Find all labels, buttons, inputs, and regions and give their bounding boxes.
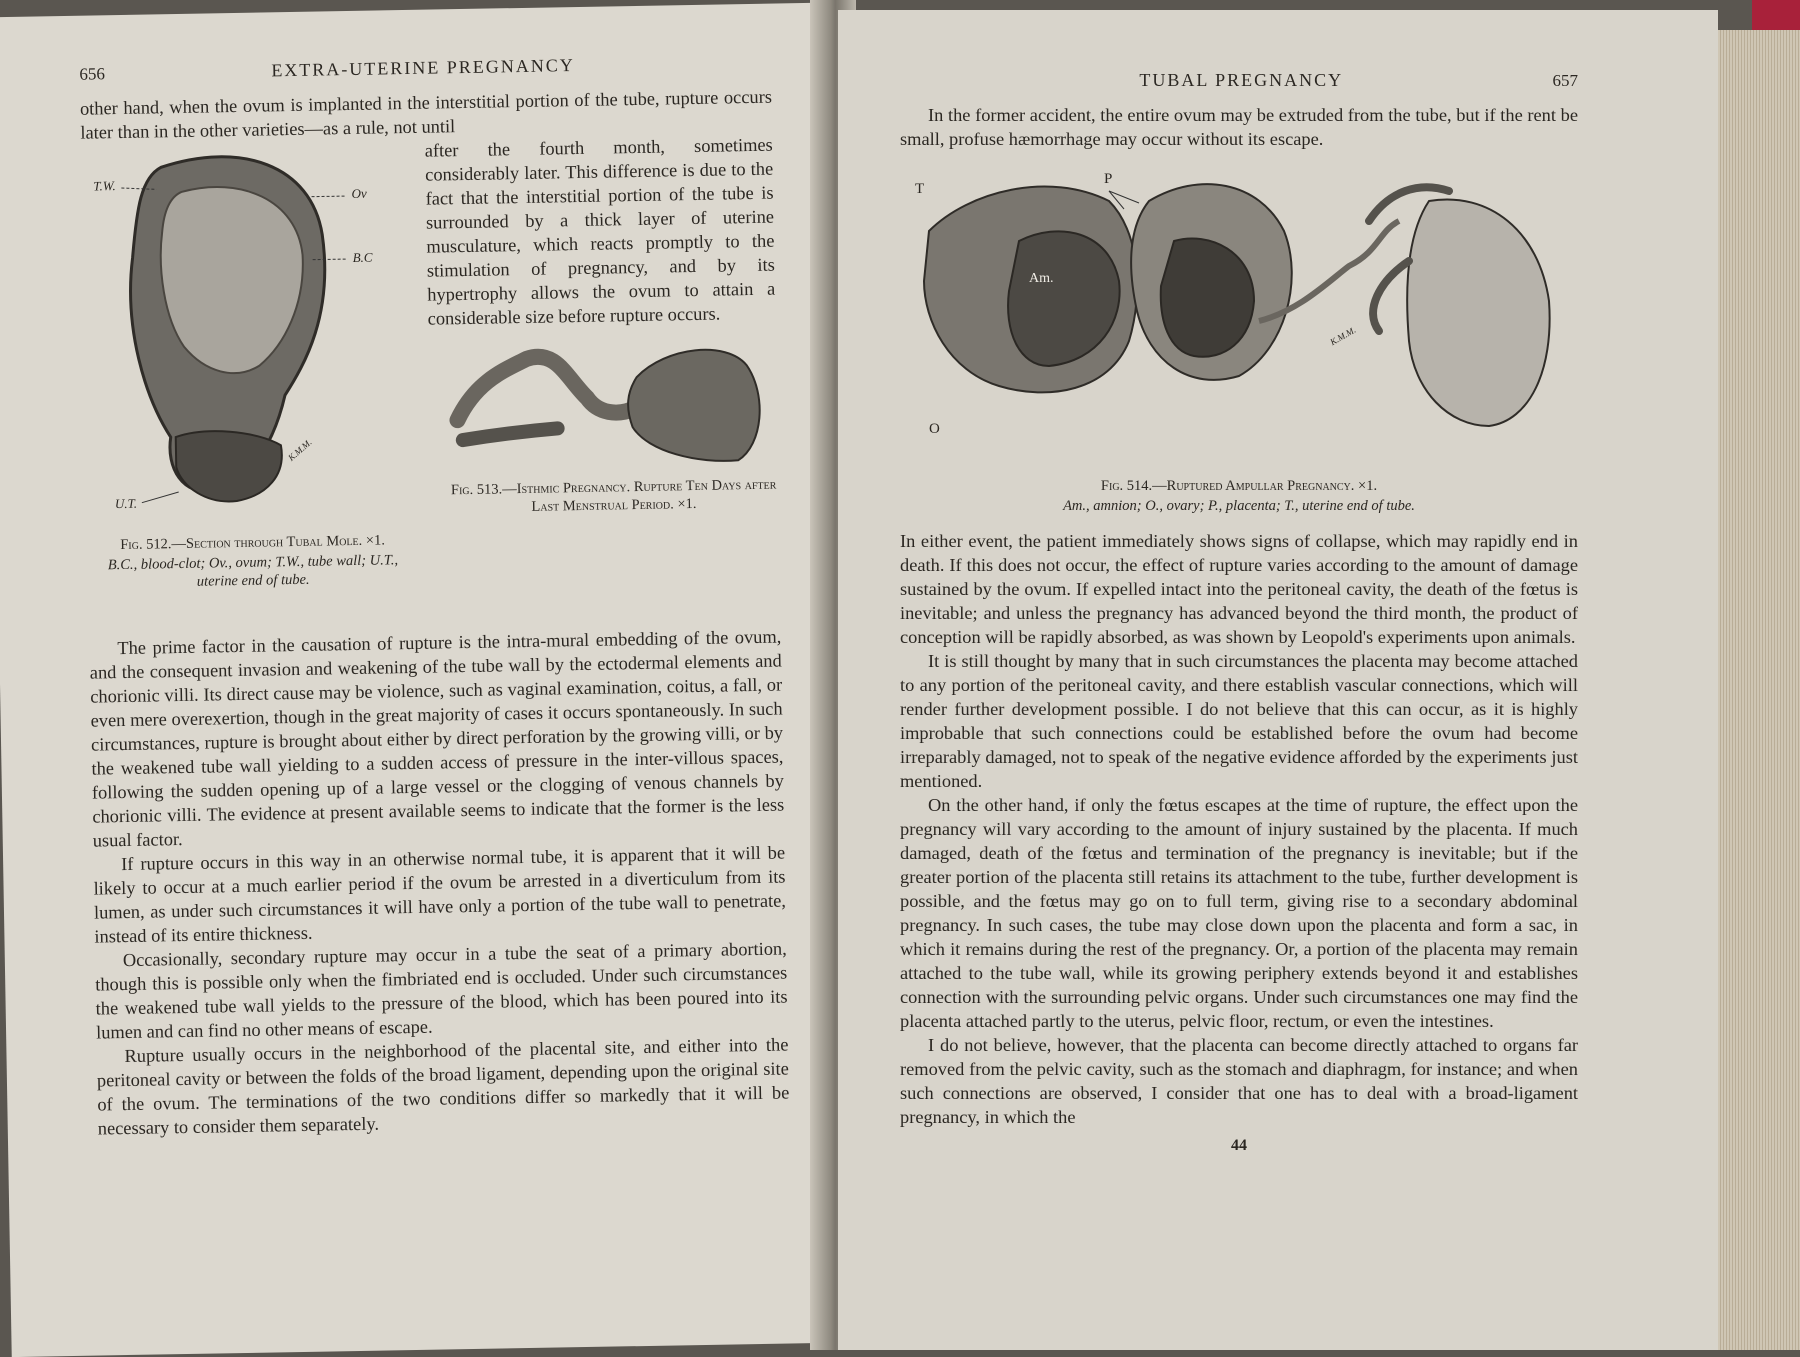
left-page (0, 3, 834, 1357)
page-block-edges (1718, 30, 1800, 1350)
ampullar-pregnancy-illustration (909, 171, 1569, 471)
isthmic-pregnancy-illustration (446, 335, 778, 471)
label-tw: T.W. (93, 178, 116, 194)
right-running-head: TUBAL PREGNANCY (1139, 70, 1344, 90)
right-page (838, 10, 1718, 1350)
fig513-caption: Fig. 513.—Isthmic Pregnancy. Rupture Ten Days after Last Menstrual Period. ×1. (450, 476, 777, 515)
artist-signature: K.M.M. (286, 437, 314, 463)
label-o: O (929, 421, 940, 437)
label-ut: U.T. (114, 495, 138, 512)
right-paragraph-2: It is still thought by many that in such circumstances the placenta may become attached to any portion of the peritoneal cavity, and there establish vascular connections, which will render further development possible. I do not believe that this can occur, as it is highly improbable that such connections could be established before the ovum had become irreparably damaged, not to speak of the negative evidence afforded by the experiments just mentioned. (900, 651, 1578, 791)
left-intro-wrap: after the fourth month, sometimes considerably later. This difference is due to the fact that the interstitial portion of the tube is surrounded by a thick layer of uterine musculature, which reacts promptly to the stimulation of pregnancy, and by its hypertrophy allows the ovum to attain a considerable size before rupture occurs. (424, 134, 776, 329)
right-paragraph-3: On the other hand, if only the fœtus escapes at the time of rupture, the effect upon the pregnancy will vary according to the amount of injury sustained by the placenta. If much damaged, death of the fœtus and termination of the pregnancy is inevitable; but if the greater portion of the placenta still retains its attachment to the tube, further development is possible, and the fœtus may go on to full term, giving rise to a secondary abdominal pregnancy. In such cases, the tube may close down upon the placenta and form a sac, in which it remains during the rest of the pregnancy. Or, a portion of the placenta may remain attached to the tube wall, while its growing periphery extends beyond it and establishes connection with the surrounding pelvic organs. Under such circumstances one may find the placenta attached partly to the uterus, pelvic floor, rectum, or even the intestines. (900, 795, 1578, 1031)
left-page-number: 656 (79, 64, 106, 84)
right-intro: In the former accident, the entire ovum may be extruded from the tube, but if the rent be small, profuse hæmorrhage may occur without its escape. (900, 105, 1578, 149)
fig514-legend: Am., amnion; O., ovary; P., placenta; T., uterine end of tube. (1063, 498, 1415, 514)
right-paragraph-1: In either event, the patient immediately shows signs of collapse, which may rapidly end in death. If this does not occur, the effect of rupture varies according to the amount of damage sustained by the ovum. If expelled intact into the peritoneal cavity, the death of the fœtus is inevitable; and unless the pregnancy has advanced beyond the third month, the product of conception will be rapidly absorbed, as was shown by Leopold's experiments upon animals. (900, 531, 1578, 647)
figure-513 (446, 335, 779, 518)
left-paragraph-2: If rupture occurs in this way in an otherwise normal tube, it is apparent that it will be likely to occur at a much earlier period if the ovum be arrested in a diverticulum from its lumen, as under such circumstances it will have only a portion of the tube wall to penetrate, instead of its entire thickness. (93, 842, 787, 947)
left-intro-top: other hand, when the ovum is implanted in the interstitial portion of the tube, rupture occurs later than in the other varieties—as a rule, not until (79, 86, 773, 143)
label-bc: B.C (352, 249, 373, 265)
fig512-legend: B.C., blood-clot; Ov., ovum; T.W., tube wall; U.T., uterine end of tube. (107, 552, 399, 590)
left-paragraph-1: The prime factor in the causation of rupture is the intra-mural embedding of the ovum, and the consequent invasion and weakening of the tube wall by the ectodermal elements and chorionic villi. Its direct cause may be violence, such as vaginal examination, coitus, a fall, or even mere overexertion, though in the great majority of cases it occurs spontaneously. In such circumstances, rupture is brought about either by direct perforation by the growing villi, or by the weakened tube wall yielding to a sudden access of pressure in the inter-villous spaces, following the sudden opening up of a large vessel or the clogging of venous channels by chorionic villi. The evidence at present available seems to indicate that the former is the less usual factor. (89, 626, 785, 851)
fig514-caption: Fig. 514.—Ruptured Ampullar Pregnancy. ×1. (1100, 478, 1378, 494)
label-t: T (915, 181, 925, 197)
right-page-number: 657 (1552, 71, 1578, 90)
right-paragraph-4: I do not believe, however, that the placenta can become directly attached to organs far removed from the pelvic cavity, such as the stomach and diaphragm, for instance; and when such connections are observed, I consider that one has to deal with a broad-ligament pregnancy, in which the (900, 1035, 1578, 1127)
left-page-header (79, 52, 771, 85)
figure-512 (81, 143, 419, 619)
left-paragraph-3: Occasionally, secondary rupture may occur in a tube the seat of a primary abortion, though this is possible only when the fimbriated end is occluded. Under such circumstances the weakened tube wall yields to the pressure of the blood, which has been poured into its lumen and can find no other means of escape. (95, 938, 788, 1043)
label-am: Am. (1029, 271, 1054, 286)
figure-514 (909, 171, 1569, 471)
left-paragraph-4: Rupture usually occurs in the neighborhood of the placental site, and either into the peritoneal cavity or between the folds of the broad ligament, depending upon the original site of the ovum. The terminations of the two conditions differ so markedly that it will be necessary to consider them separately. (96, 1034, 790, 1139)
label-ov: Ov (351, 185, 367, 201)
left-running-head: EXTRA-UTERINE PREGNANCY (271, 55, 575, 81)
signature-mark: 44 (1231, 1137, 1247, 1154)
fig514-artist-signature: K.M.M. (1328, 324, 1358, 348)
fig512-caption: Fig. 512.—Section through Tubal Mole. ×1. (120, 532, 386, 554)
right-page-header (900, 70, 1578, 91)
label-p: P (1104, 171, 1113, 187)
